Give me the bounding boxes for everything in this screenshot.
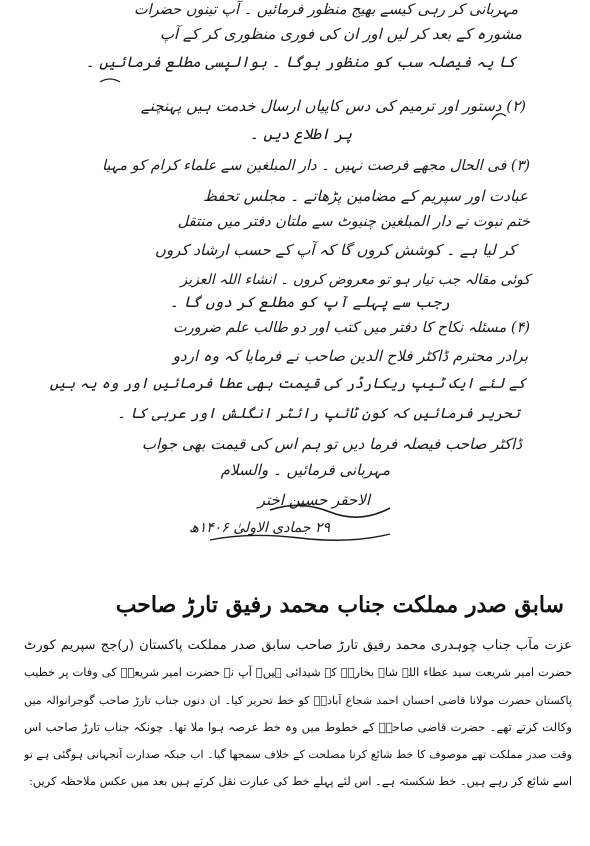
letter-date: ۲۹ جمادی الاولیٰ ۱۴۰۶ھ [188, 520, 330, 536]
letter-line: (۴) مسئلہ نکاح کا دفتر میں کتب اور دو طالب علم ضرورت [173, 320, 530, 336]
article-line: عزت مآب جناب چوہدری محمد رفیق تارڑ صاحب سابق صدر مملکت پاکستان (ر)جج سپریم کورٹ [24, 638, 572, 653]
letter-line: کا یہ فیصلہ سب کو منظور ہوگا ۔ بوالپسی مطلع فرمائیں ۔ [85, 53, 516, 71]
letter-line: (۳) فی الحال مجھے فرصت نہیں ۔ دار المبلغین سے علماء کرام کو مہیا [101, 158, 530, 174]
letter-line: تحریر فرمائیں کہ کون ٹائپ رائٹر انگلش اور عربی کا ۔ [117, 406, 520, 422]
article-line: اسے شائع کر رہے ہیں۔ خط شکستہ ہے۔ اس لئے پہلے خط کی عبارت نقل کرتے ہیں بعد میں عکس ملاحظہ کریں: [28, 774, 572, 789]
letter-line: مہربانی کر رہی کیسے بھیج منظور فرمائیں ۔ آپ تینوں حضرات [134, 2, 518, 18]
article-line: حضرت امیر شریعت سید عطاء اللہ شاہ بخاریؒ کے شیدائی ہیں۔ آپ نے حضرت امیر شریعتؒ کی وفات پر خطیب [24, 665, 572, 680]
letter-line: برادر محترم ڈاکٹر فلاح الدین صاحب نے فرمایا کہ وہ اردو [172, 347, 528, 365]
letter-line: کوئی مقالہ جب تیار ہو تو معروض کروں ۔ انشاء اللہ العزیز [180, 272, 530, 288]
signature-flourish [60, 0, 530, 545]
letter-line: (۲) دستور اور ترمیم کی دس کاپیاں ارسال خدمت ہیں پہنچنے [140, 97, 526, 115]
letter-line: مشورہ کے بعد کر لیں اور ان کی فوری منظوری کر کے آپ [159, 25, 522, 43]
letter-line: ڈاکٹر صاحب فیصلہ فرما دیں تو ہم اس کی قیمت بھی جواب [141, 435, 522, 453]
letter-line: کر لیا ہے ۔ کوشش کروں گا کہ آپ کے حسب ارشاد کروں [154, 241, 516, 259]
letter-line: ختم نبوت نے دار المبلغین چنیوٹ سے ملتان دفتر میں منتقل [177, 214, 530, 230]
handwritten-letter-scan [49, 0, 530, 545]
letter-line: رجب سے پہلے آپ کو مطلع کر دوں گا ۔ [169, 293, 450, 311]
letter-line: مہربانی فرمائیں ۔ والسلام [220, 461, 390, 479]
letter-line: عبادت اور سپریم کے مضامین پڑھاتے ۔ مجلس تحفظ [203, 187, 528, 205]
letter-line: پر اطلاع دیں ۔ [249, 125, 352, 143]
article-heading: سابق صدر مملکت جناب محمد رفیق تارڑ صاحب [115, 592, 564, 618]
article-line: وکالت کرتے تھے۔ حضرت قاضی صاحبؒ کے خطوط میں وہ خط عرصہ ہوا ملا تھا۔ چونکہ جناب تارڑ صاحب اس [24, 719, 572, 734]
letter-line: کے لئے ایک ٹیپ ریکارڈر کی قیمت بھی عطا فرمائیں اور وہ یہ ہیں [49, 376, 526, 392]
article-body [24, 632, 572, 796]
letter-signature: الاحقر حسین اختر [257, 491, 370, 509]
article-line: وقت صدر مملکت تھے موصوف کا خط شائع کرنا مصلحت کے خلاف سمجھا گیا۔ اب جبکہ صدارت آنجہانی ہوگئی ہے تو [24, 748, 572, 762]
article-line: پاکستان حضرت مولانا قاضی احسان احمد شجاع آبادیؒ کو خط تحریر کیا۔ ان دنوں جناب تارڑ صاحب گوجرانوالہ میں [24, 693, 572, 707]
